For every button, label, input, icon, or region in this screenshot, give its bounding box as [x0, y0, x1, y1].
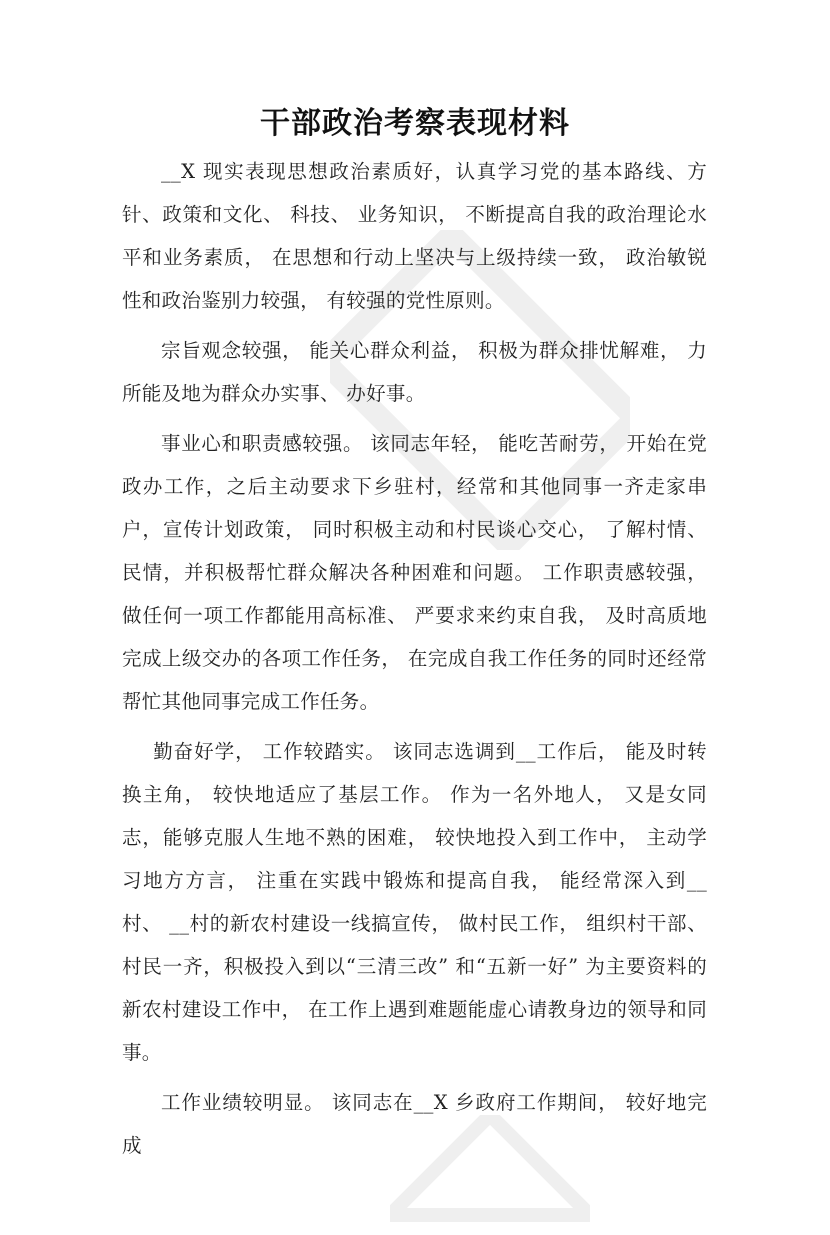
paragraph: 宗旨观念较强， 能关心群众利益， 积极为群众排忧解难， 力所能及地为群众办实事、 办好事。	[122, 339, 707, 405]
paragraph: __X 现实表现思想政治素质好，认真学习党的基本路线、方针、政策和文化、 科技、 业务知识， 不断提高自我的政治理论水平和业务素质， 在思想和行动上坚决与上级持续一致， 政治敏锐性和政治鉴别力较强， 有较强的党性原则。	[122, 160, 707, 312]
paragraph: 勤奋好学， 工作较踏实。 该同志选调到__工作后， 能及时转换主角， 较快地适应了基层工作。 作为一名外地人， 又是女同志，能够克服人生地不熟的困难， 较快地投入到工作中， 主动学习地方方言， 注重在实践中锻炼和提高自我， 能经常深入到__村、 __村的新农村建设一线搞宣传， 做村民工作， 组织村干部、 村民一齐，积极投入到以“三清三改” 和“五新一好” 为主要资料的新农村建设工作中， 在工作上遇到难题能虚心请教身边的领导和同事。	[122, 740, 707, 1064]
paragraph: 事业心和职责感较强。 该同志年轻， 能吃苦耐劳， 开始在党政办工作，之后主动要求下乡驻村，经常和其他同事一齐走家串户，宣传计划政策， 同时积极主动和村民谈心交心， 了解村情、 民情，并积极帮忙群众解决各种困难和问题。 工作职责感较强， 做任何一项工作都能用高标准、 严要求来约束自我， 及时高质地完成上级交办的各项工作任务， 在完成自我工作任务的同时还经常帮忙其他同事完成工作任务。	[122, 432, 707, 713]
paragraph: 工作业绩较明显。 该同志在__X 乡政府工作期间， 较好地完成	[122, 1091, 707, 1157]
document-body	[122, 150, 707, 1174]
document-title: 干部政治考察表现材料	[260, 106, 570, 141]
